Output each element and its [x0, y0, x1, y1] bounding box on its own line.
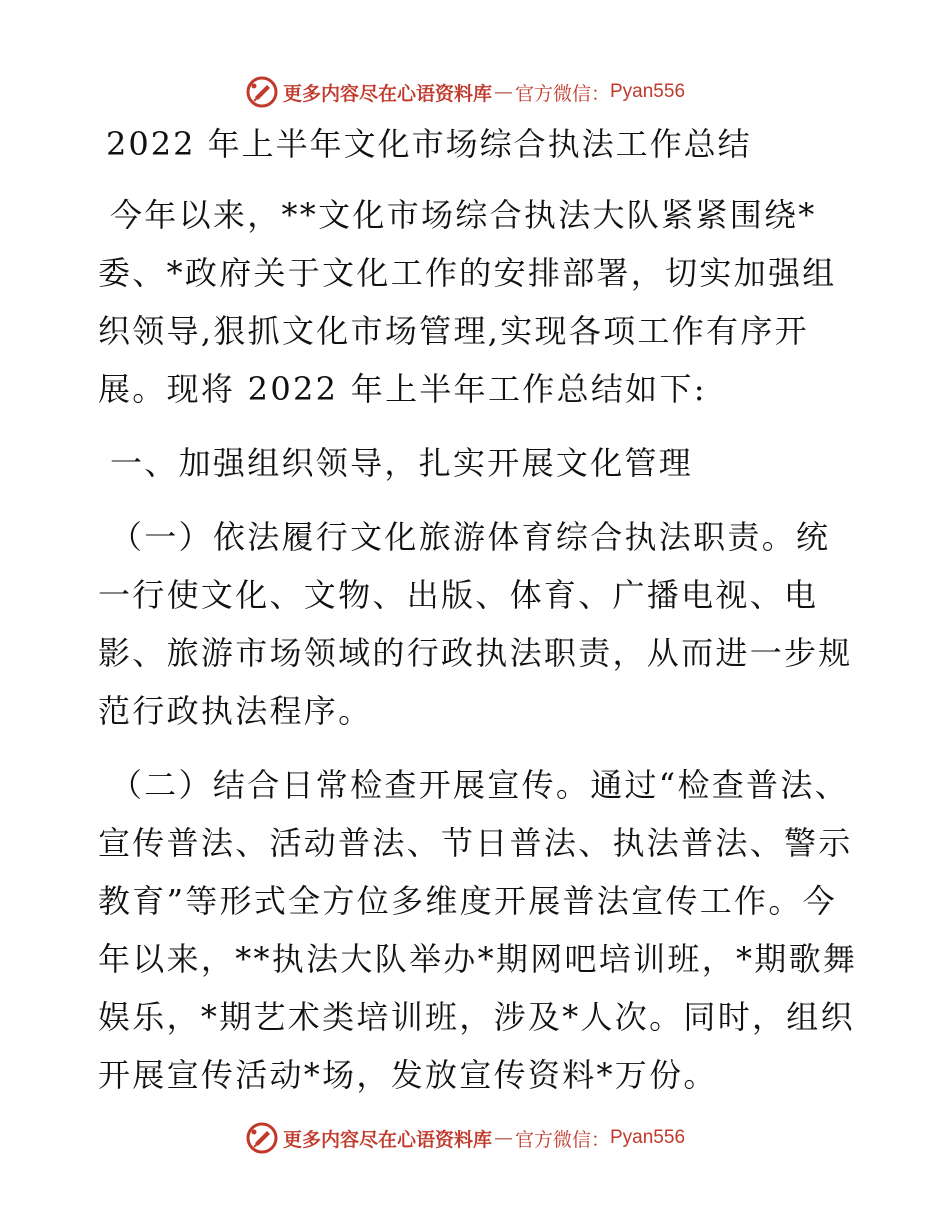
document-title: 2022 年上半年文化市场综合执法工作总结 [106, 125, 752, 163]
intro-paragraph: 今年以来，**文化市场综合执法大队紧紧围绕*委、*政府关于文化工作的安排部署，切实加强组织领导,狠抓文化市场管理,实现各项工作有序开展。现将 2022 年上半年工作总结如下: [98, 196, 837, 408]
watermark-wechat-id: Pyan556 [610, 1127, 686, 1148]
item-paragraph-1: （一）依法履行文化旅游体育综合执法职责。统一行使文化、文物、出版、体育、广播电视、电影、旅游市场领域的行政执法职责，从而进一步规范行政执法程序。 [98, 518, 853, 730]
section-heading-1: 一、加强组织领导，扎实开展文化管理 [110, 444, 694, 482]
brand-logo-icon [245, 75, 279, 109]
item-paragraph-2: （二）结合日常检查开展宣传。通过“检查普法、宣传普法、活动普法、节日普法、执法普法、警示教育”等形式全方位多维度开展普法宣传工作。今年以来，**执法大队举办*期网吧培训班，*期歌舞娱乐，*期艺术类培训班，涉及*人次。同时，组织开展宣传活动*场，发放宣传资料*万份。 [98, 766, 858, 1094]
brand-logo-icon [245, 1121, 279, 1155]
document-body [98, 118, 858, 1104]
watermark-brand: 更多内容尽在心语资料库 [282, 1128, 492, 1151]
watermark-wechat-id: Pyan556 [610, 81, 686, 102]
watermark-brand: 更多内容尽在心语资料库 [282, 82, 492, 105]
watermark-label: 官方微信： [514, 1128, 610, 1151]
watermark-separator: — [493, 81, 513, 103]
watermark-label: 官方微信： [514, 82, 610, 105]
watermark-footer [0, 1118, 950, 1158]
watermark-separator: — [493, 1127, 513, 1149]
watermark-header [0, 72, 950, 112]
